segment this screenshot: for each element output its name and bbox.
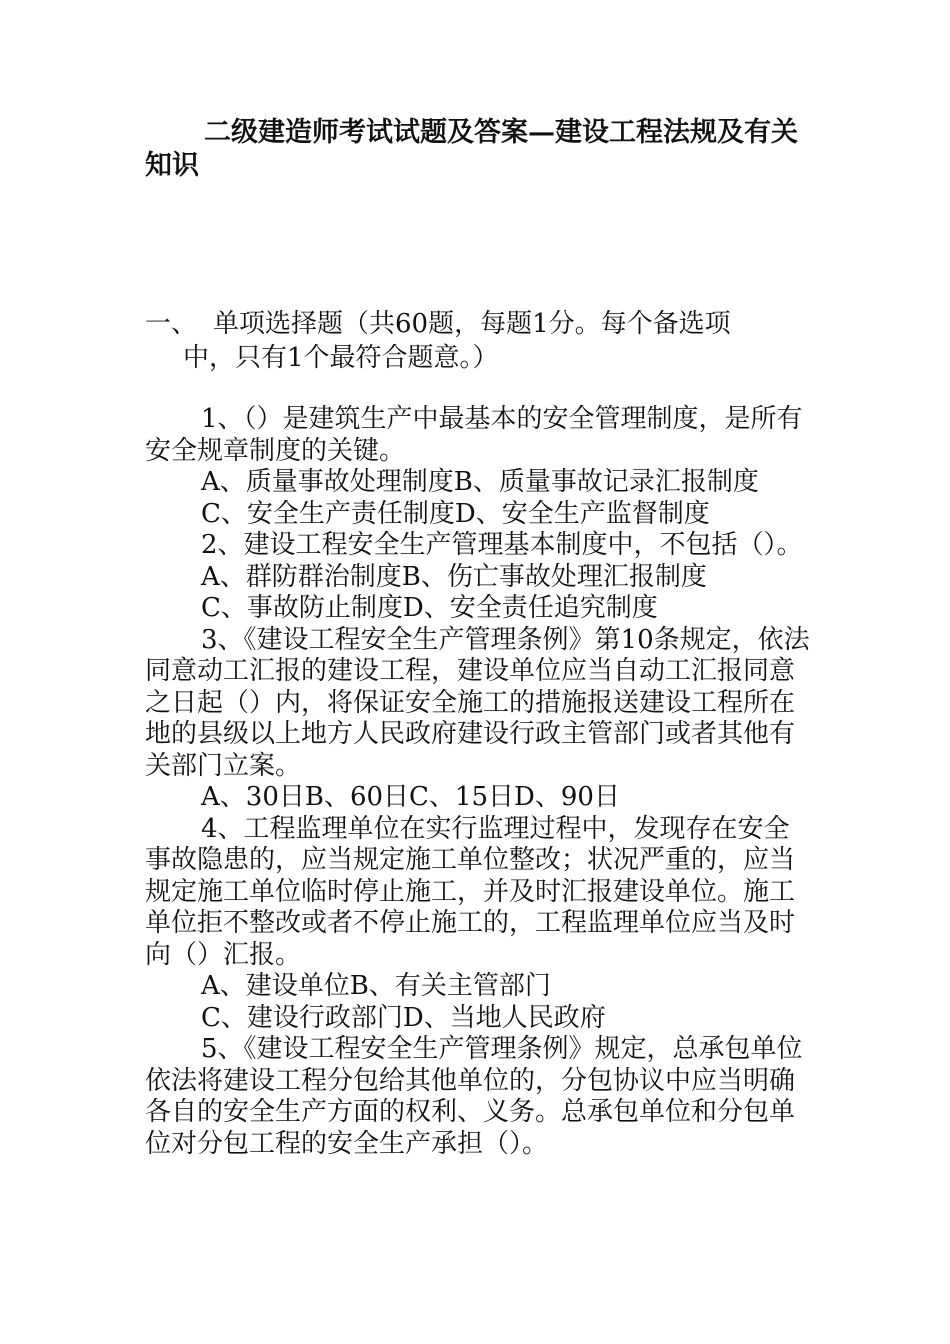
question-2-stem: 2、建设工程安全生产管理基本制度中，不包括（）。 xyxy=(201,530,803,560)
question-5-stem: 5、《建设工程安全生产管理条例》规定，总承包单位依法将建设工程分包给其他单位的，分包协议中应当明确各自的安全生产方面的权利、义务。总承包单位和分包单位对分包工程的安全生产承担（）。 xyxy=(145,1034,803,1159)
question-2-options-ab: A、群防群治制度B、伤亡事故处理汇报制度 xyxy=(201,561,707,592)
section-heading-line2: 中，只有1个最符合题意。） xyxy=(183,343,499,373)
question-3-stem: 3、《建设工程安全生产管理条例》第10条规定，依法同意动工汇报的建设工程，建设单位应当自动工汇报同意之日起（）内，将保证安全施工的措施报送建设工程所在地的县级以上地方人民政府建设行政主管部门或者其他有关部门立案。 xyxy=(145,624,810,781)
question-4-options-ab: A、建设单位B、有关主管部门 xyxy=(201,971,551,1001)
question-1-stem: 1、（）是建筑生产中最基本的安全管理制度，是所有安全规章制度的关键。 xyxy=(145,404,803,466)
section-heading xyxy=(145,307,805,375)
section-number: 一、 xyxy=(145,309,198,339)
question-2-options-cd: C、事故防止制度D、安全责任追究制度 xyxy=(201,593,658,623)
question-body xyxy=(145,404,810,1160)
question-4-stem: 4、工程监理单位在实行监理过程中，发现存在安全事故隐患的，应当规定施工单位整改；状况严重的，应当规定施工单位临时停止施工，并及时汇报建设单位。施工单位拒不整改或者不停止施工的，工程监理单位应当及时向（）汇报。 xyxy=(145,813,796,970)
document-title: 二级建造师考试试题及答案—建设工程法规及有关知识 xyxy=(145,117,798,181)
question-4-options-cd: C、建设行政部门D、当地人民政府 xyxy=(201,1002,606,1033)
question-3-options: A、30日B、60日C、15日D、90日 xyxy=(201,782,620,812)
question-1-options-cd: C、安全生产责任制度D、安全生产监督制度 xyxy=(201,498,710,529)
question-1-options-ab: A、质量事故处理制度B、质量事故记录汇报制度 xyxy=(201,467,759,497)
section-heading-line1: 单项选择题（共60题，每题1分。每个备选项 xyxy=(213,309,731,339)
